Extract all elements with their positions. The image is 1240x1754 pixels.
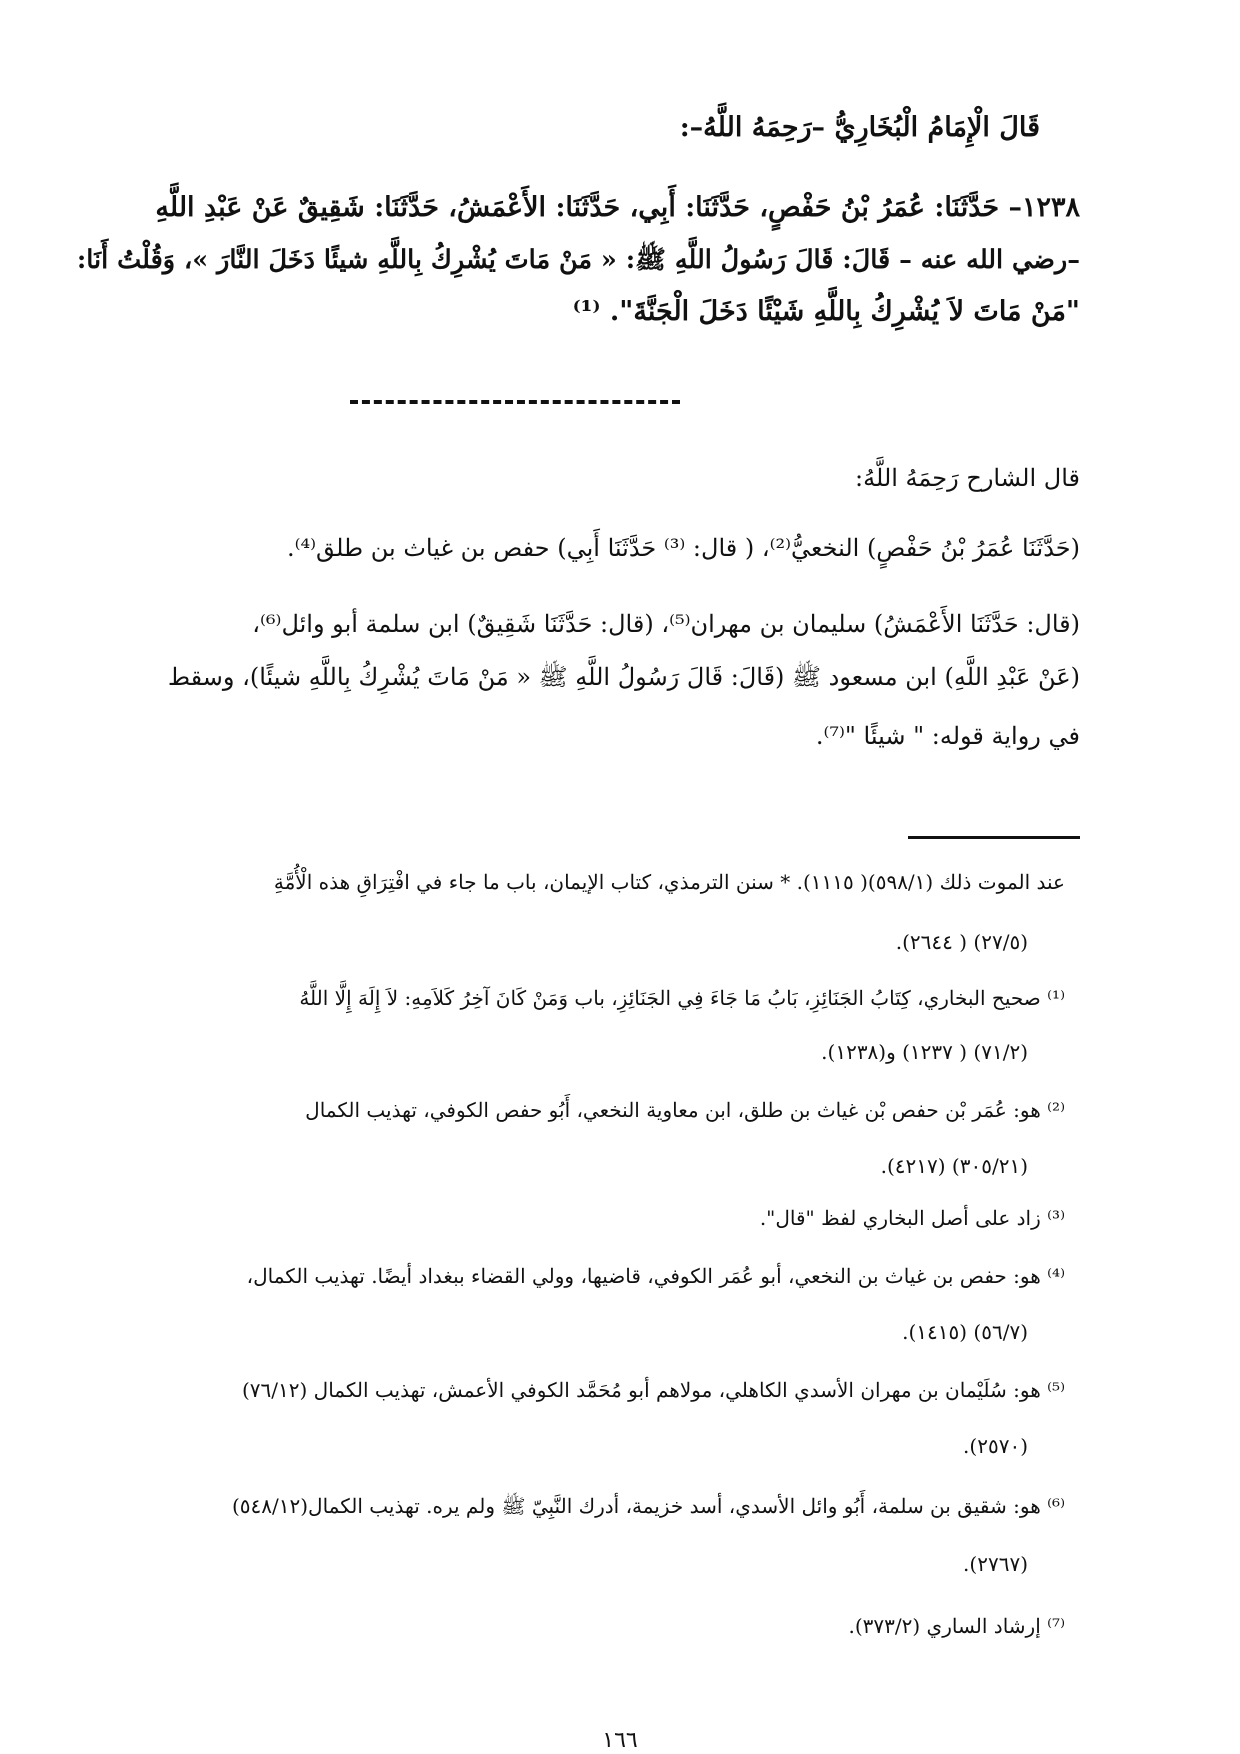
footnote-6-line-2: (٢٧٦٧).: [963, 1552, 1028, 1576]
commentary-line-3: (عَنْ عَبْدِ اللَّهِ) ابن مسعود ﷺ (قَالَ: قَالَ رَسُولُ اللَّهِ ﷺ « مَنْ مَاتَ يُشْرِكُ بِاللَّهِ شيئًا)، وسقط: [167, 663, 1080, 691]
commentary-intro: قال الشارح رَحِمَهُ اللَّهُ:: [855, 464, 1080, 492]
footnote-3: ⁽³⁾ زاد على أصل البخاري لفظ "قال".: [759, 1206, 1065, 1230]
footnote-4: ⁽⁴⁾ هو: حفص بن غياث بن النخعي، أبو عُمَر الكوفي، قاضيها، وولي القضاء ببغداد أيضًا. تهذيب الكمال،: [246, 1264, 1065, 1288]
hadith-line-1: ١٢٣٨– حَدَّثَنَا: عُمَرُ بْنُ حَفْصٍ، حَدَّثَنَا: أَبِي، حَدَّثَنَا: الأَعْمَشُ، حَدَّثَنَا: شَقِيقٌ عَنْ عَبْدِ اللَّهِ: [155, 192, 1080, 223]
page-number: ١٦٦: [602, 1728, 638, 1753]
footnote-4-line-2: (٥٦/٧) (١٤١٥).: [902, 1320, 1028, 1344]
dashed-separator: [350, 400, 680, 404]
chapter-heading: قَالَ الْإِمَامُ الْبُخَارِيُّ –رَحِمَهُ اللَّهُ–:: [679, 112, 1040, 143]
footnote-1: ⁽¹⁾ صحيح البخاري، كِتَابُ الجَنَائِزِ، بَابُ مَا جَاءَ فِي الجَنَائِزِ، باب وَمَنْ كَانَ آخِرُ كَلاَمِهِ: لاَ إِلَهَ إِلَّا اللَّهُ: [299, 986, 1065, 1010]
commentary-line-2: (قال: حَدَّثَنَا الأَعْمَشُ) سليمان بن مهران⁽⁵⁾، (قال: حَدَّثَنَا شَقِيقٌ) ابن سلمة أبو وائل⁽⁶⁾،: [252, 610, 1080, 638]
footnote-2: ⁽²⁾ هو: عُمَر بْن حفص بْن غياث بن طلق، ابن معاوية النخعي، أَبُو حفص الكوفي، تهذيب الكمال: [305, 1098, 1065, 1122]
footnote-continuation-line-1: عند الموت ذلك (٥٩٨/١)( ١١١٥). * سنن الترمذي، كتاب الإيمان، باب ما جاء في افْتِرَاقِ هذه الْأُمَّةِ: [273, 870, 1065, 894]
commentary-line-1: (حَدَّثَنَا عُمَرُ بْنُ حَفْصٍ) النخعيُّ⁽²⁾، ( قال: ⁽³⁾ حَدَّثَنَا أَبِي) حفص بن غياث بن طلق⁽⁴⁾.: [287, 534, 1080, 562]
footnote-6: ⁽⁶⁾ هو: شقيق بن سلمة، أَبُو وائل الأسدي، أسد خزيمة، أدرك النَّبِيّ ﷺ ولم يره. تهذيب الكمال(٥٤٨/١٢): [231, 1494, 1065, 1518]
footnote-5-line-2: (٢٥٧٠).: [963, 1434, 1028, 1458]
footnote-2-line-2: (٣٠٥/٢١) (٤٢١٧).: [880, 1154, 1028, 1178]
hadith-line-2: –رضي الله عنه – قَالَ: قَالَ رَسُولُ اللَّهِ ﷺ: « مَنْ مَاتَ يُشْرِكُ بِاللَّهِ شيئًا دَخَلَ النَّارَ »، وَقُلْتُ أَنَا:: [76, 245, 1080, 275]
footnote-1-line-2: (٧١/٢) ( ١٢٣٧) و(١٢٣٨).: [821, 1040, 1028, 1064]
footnote-5: ⁽⁵⁾ هو: سُلَيْمان بن مهران الأسدي الكاهلي، مولاهم أبو مُحَمَّد الكوفي الأعمش، تهذيب الكمال (٧٦/١٢): [241, 1378, 1065, 1402]
footnote-separator: [908, 836, 1080, 839]
footnote-7: ⁽⁷⁾ إرشاد الساري (٣٧٣/٢).: [848, 1614, 1065, 1638]
commentary-line-4: في رواية قوله: " شيئًا "⁽⁷⁾.: [815, 722, 1080, 750]
footnote-continuation-line-2: (٢٧/٥) ( ٢٦٤٤).: [895, 930, 1028, 954]
hadith-line-3: "مَنْ مَاتَ لاَ يُشْرِكُ بِاللَّهِ شَيْئًا دَخَلَ الْجَنَّةَ". ⁽¹⁾: [572, 296, 1080, 327]
